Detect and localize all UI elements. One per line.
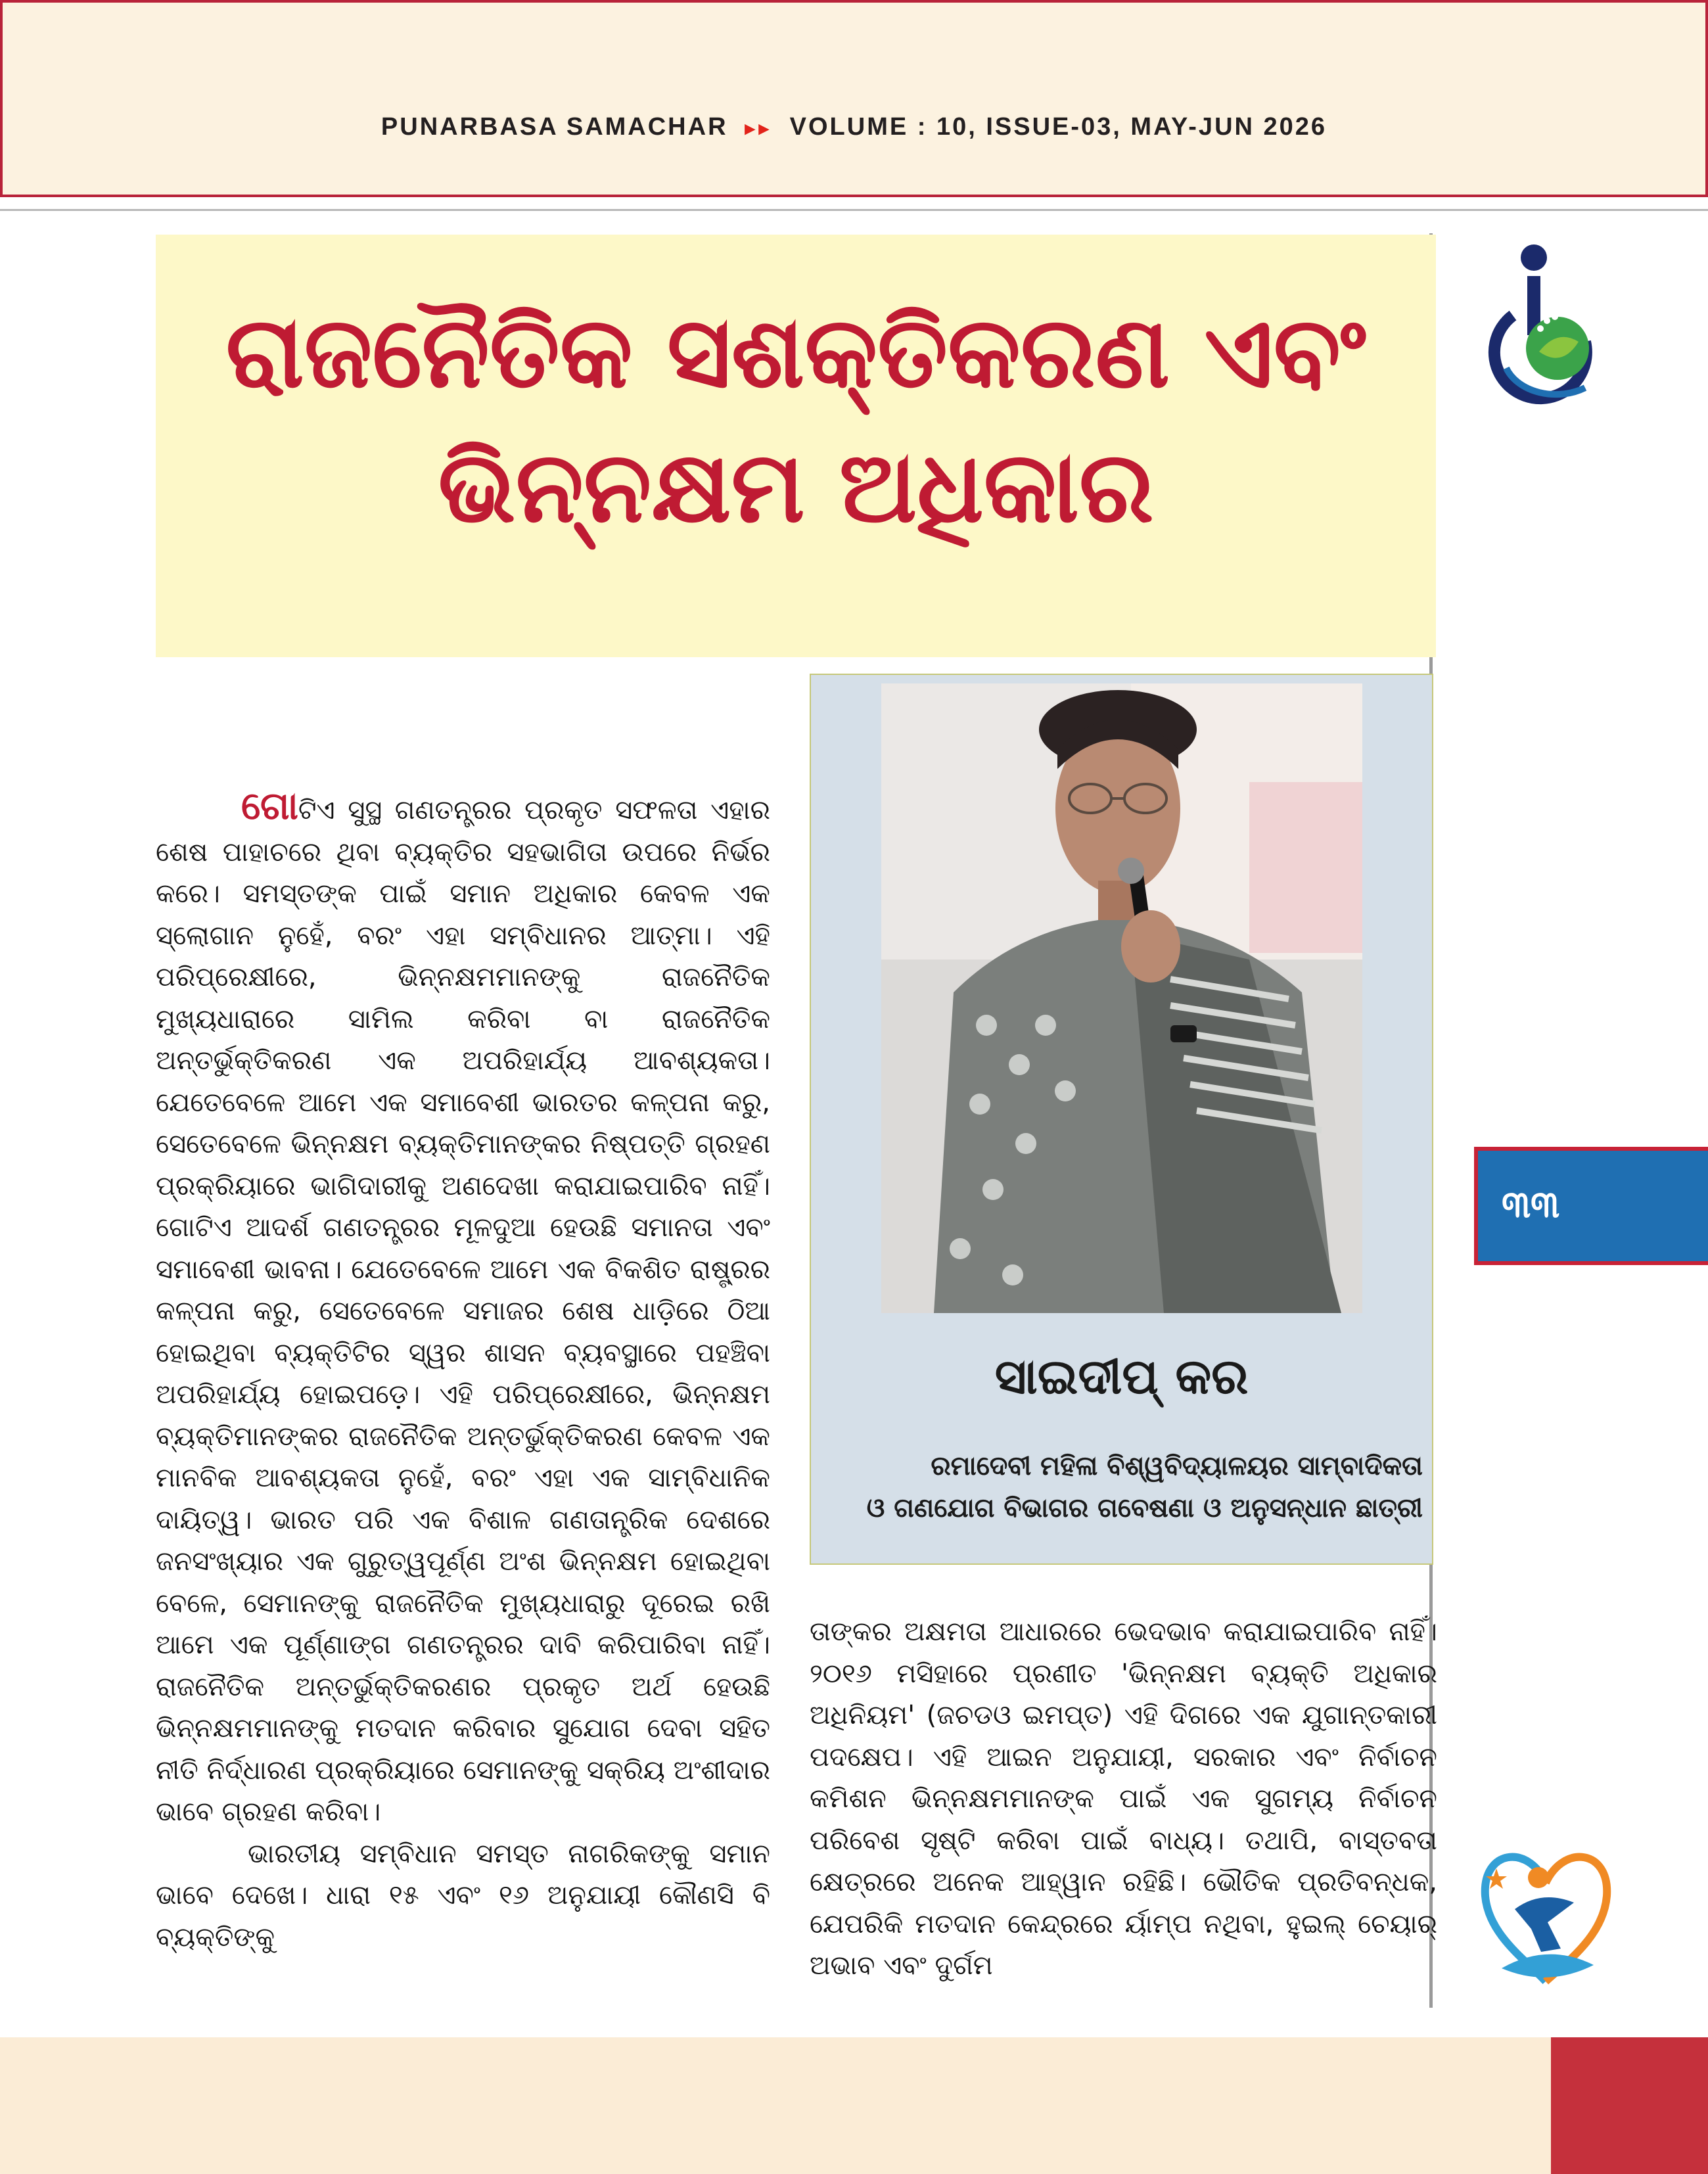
article-paragraph-3: ତାଙ୍କର ଅକ୍ଷମତା ଆଧାରରେ ଭେଦଭାବ କରାଯାଇପାରିବ ନାହିଁ। ୨୦୧୬ ମସିହାରେ ପ୍ରଣୀତ 'ଭିନ୍ନକ୍ଷମ ବ୍ୟକ୍ତି ଅଧିକାର ଅଧିନିୟମ' (ଜଚଡଓ ଇମପ୍ତ) ଏହି ଦିଗରେ ଏକ ଯୁଗାନ୍ତକାରୀ ପଦକ୍ଷେପ। ଏହି ଆଇନ ଅନୁଯାୟୀ, ସରକାର ଏବଂ ନିର୍ବାଚନ କମିଶନ ଭିନ୍ନକ୍ଷମମାନଙ୍କ ପାଇଁ ଏକ ସୁଗମ୍ୟ ନିର୍ବାଚନ ପରିବେଶ ସୃଷ୍ଟି କରିବା ପାଇଁ ବାଧ୍ୟ। ତଥାପି, ବାସ୍ତବତା କ୍ଷେତ୍ରରେ ଅନେକ ଆହ୍ୱାନ ରହିଛି। ଭୌତିକ ପ୍ରତିବନ୍ଧକ, ଯେପରିକି ମତଦାନ କେନ୍ଦ୍ରରେ ର୍ୟାମ୍ପ ନଥିବା, ହୁଇଲ୍ ଚେୟାର୍ ଅଭାବ ଏବଂ ଦୁର୍ଗମ bbox=[810, 1617, 1437, 1981]
article-title-line-2: ଭିନ୍ନକ୍ଷମ ଅଧିକାର bbox=[438, 430, 1154, 545]
author-panel bbox=[810, 674, 1433, 1565]
author-description bbox=[811, 1445, 1423, 1529]
top-divider bbox=[0, 209, 1708, 211]
author-description-line-1: ରମାଦେବୀ ମହିଳା ବିଶ୍ୱବିଦ୍ୟାଳୟର ସାମ୍ବାଦିକତା bbox=[931, 1451, 1423, 1481]
footer-band bbox=[0, 2037, 1551, 2174]
masthead-text bbox=[3, 113, 1705, 141]
publication-name: PUNARBASA SAMACHAR bbox=[381, 113, 728, 141]
masthead bbox=[0, 0, 1708, 197]
drop-cap: ଗୋ bbox=[241, 785, 298, 828]
author-description-line-2: ଓ ଗଣଯୋଗ ବିଭାଗର ଗବେଷଣା ଓ ଅନୁସନ୍ଧାନ ଛାତ୍ରୀ bbox=[866, 1493, 1423, 1523]
article-column-left bbox=[156, 785, 770, 2021]
page-number: ୩୩ bbox=[1501, 1184, 1560, 1226]
heart-figure-logo-icon bbox=[1475, 1837, 1617, 2008]
article-title-line-1: ରାଜନୈତିକ ସଶକ୍ତିକରଣ ଏବଂ bbox=[225, 296, 1366, 410]
portrait-illustration bbox=[881, 683, 1362, 1313]
article-title-box bbox=[156, 235, 1436, 657]
article-paragraph-2: ଭାରତୀୟ ସମ୍ବିଧାନ ସମସ୍ତ ନାଗରିକଙ୍କୁ ସମାନ ଭାବେ ଦେଖେ। ଧାରା ୧୫ ଏବଂ ୧୬ ଅନୁଯାୟୀ କୌଣସି ବି ବ୍ୟକ୍ତିଙ୍କୁ bbox=[156, 1838, 770, 1953]
article-paragraph-1-text: ଟିଏ ସୁସ୍ଥ ଗଣତନ୍ତ୍ରର ପ୍ରକୃତ ସଫଳତା ଏହାର ଶେଷ ପାହାଚରେ ଥିବା ବ୍ୟକ୍ତିର ସହଭାଗିତା ଉପରେ ନିର୍ଭର କରେ। ସମସ୍ତଙ୍କ ପାଇଁ ସମାନ ଅଧିକାର କେବଳ ଏକ ସ୍ଲୋଗାନ ନୁହେଁ, ବରଂ ଏହା ସମ୍ବିଧାନର ଆତ୍ମା। ଏହି ପରିପ୍ରେକ୍ଷୀରେ, ଭିନ୍ନକ୍ଷମମାନଙ୍କୁ ରାଜନୈତିକ ମୁଖ୍ୟଧାରାରେ ସାମିଲ କରିବା ବା ରାଜନୈତିକ ଅନ୍ତର୍ଭୁକ୍ତିକରଣ ଏକ ଅପରିହାର୍ଯ୍ୟ ଆବଶ୍ୟକତା। ଯେତେବେଳେ ଆମେ ଏକ ସମାବେଶୀ ଭାରତର କଳ୍ପନା କରୁ, ସେତେବେଳେ ଭିନ୍ନକ୍ଷମ ବ୍ୟକ୍ତିମାନଙ୍କର ନିଷ୍ପତ୍ତି ଗ୍ରହଣ ପ୍ରକ୍ରିୟାରେ ଭାଗିଦାରୀକୁ ଅଣଦେଖା କରାଯାଇପାରିବ ନାହିଁ। ଗୋଟିଏ ଆଦର୍ଶ ଗଣତନ୍ତ୍ରର ମୂଳଦୁଆ ହେଉଛି ସମାନତା ଏବଂ ସମାବେଶୀ ଭାବନା। ଯେତେବେଳେ ଆମେ ଏକ ବିକଶିତ ରାଷ୍ଟ୍ରର କଳ୍ପନା କରୁ, ସେତେବେଳେ ସମାଜର ଶେଷ ଧାଡ଼ିରେ ଠିଆ ହୋଇଥିବା ବ୍ୟକ୍ତିଟିର ସ୍ୱର ଶାସନ ବ୍ୟବସ୍ଥାରେ ପହଞ୍ଚିବା ଅପରିହାର୍ଯ୍ୟ ହୋଇପଡ଼େ। ଏହି ପରିପ୍ରେକ୍ଷୀରେ, ଭିନ୍ନକ୍ଷମ ବ୍ୟକ୍ତିମାନଙ୍କର ରାଜନୈତିକ ଅନ୍ତର୍ଭୁକ୍ତିକରଣ କେବଳ ଏକ ମାନବିକ ଆବଶ୍ୟକତା ନୁହେଁ, ବରଂ ଏହା ଏକ ସାମ୍ବିଧାନିକ ଦାୟିତ୍ୱ। ଭାରତ ପରି ଏକ ବିଶାଳ ଗଣତାନ୍ତ୍ରିକ ଦେଶରେ ଜନସଂଖ୍ୟାର ଏକ ଗୁରୁତ୍ୱପୂର୍ଣ୍ଣ ଅଂଶ ଭିନ୍ନକ୍ଷମ ହୋଇଥିବା ବେଳେ, ସେମାନଙ୍କୁ ରାଜନୈତିକ ମୁଖ୍ୟଧାରାରୁ ଦୂରେଇ ରଖି ଆମେ ଏକ ପୂର୍ଣ୍ଣାଙ୍ଗ ଗଣତନ୍ତ୍ରର ଦାବି କରିପାରିବା ନାହିଁ। ରାଜନୈତିକ ଅନ୍ତର୍ଭୁକ୍ତିକରଣର ପ୍ରକୃତ ଅର୍ଥ ହେଉଛି ଭିନ୍ନକ୍ଷମମାନଙ୍କୁ ମତଦାନ କରିବାର ସୁଯୋଗ ଦେବା ସହିତ ନୀତି ନିର୍ଦ୍ଧାରଣ ପ୍ରକ୍ରିୟାରେ ସେମାନଙ୍କୁ ସକ୍ରିୟ ଅଂଶୀଦାର ଭାବେ ଗ୍ରହଣ କରିବା। bbox=[156, 795, 770, 1827]
author-name: ସାଇଦୀପ୍ କର bbox=[994, 1349, 1249, 1405]
page-number-tab bbox=[1474, 1147, 1708, 1265]
article-column-right bbox=[810, 1611, 1437, 2012]
wheelchair-leaf-logo-icon bbox=[1487, 237, 1598, 427]
double-arrow-icon: ▸▸ bbox=[745, 118, 773, 139]
issue-info: VOLUME : 10, ISSUE-03, MAY-JUN 2026 bbox=[789, 113, 1327, 141]
footer-accent bbox=[1551, 2037, 1708, 2174]
article-paragraph-1 bbox=[156, 785, 770, 1834]
author-portrait-photo bbox=[881, 683, 1362, 1313]
